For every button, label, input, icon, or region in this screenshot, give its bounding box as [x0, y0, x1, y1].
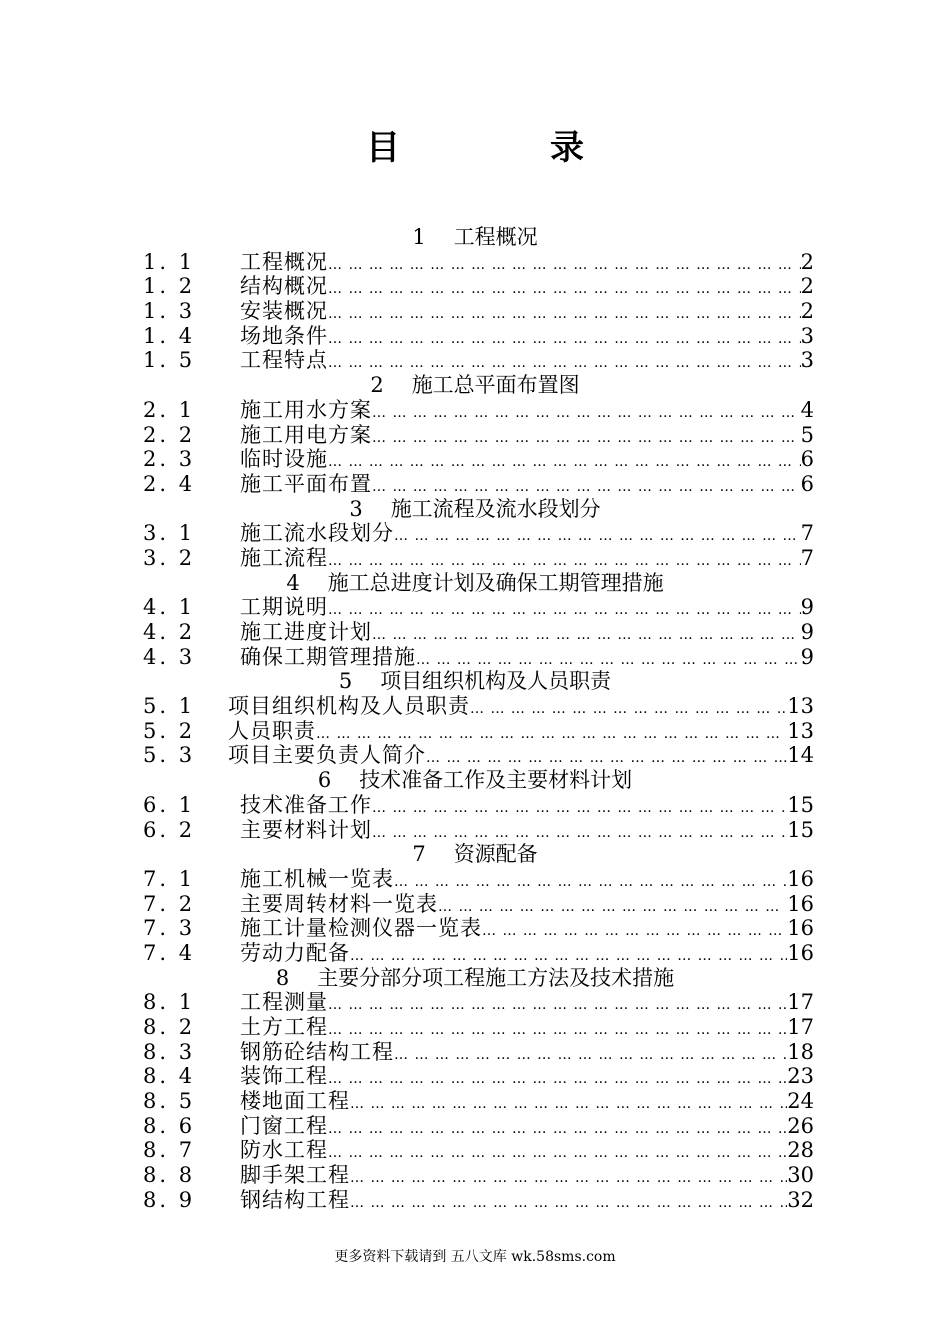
entry-body: [228, 743, 814, 771]
entry-title: 场地条件: [240, 323, 328, 348]
entry-body: [240, 1114, 814, 1142]
toc-section-heading[interactable]: [0, 842, 950, 867]
page-title: 目 录: [366, 128, 642, 168]
entry-number: 8. 9: [143, 1187, 196, 1212]
entry-page-number: 2: [800, 274, 814, 299]
entry-page-number: 6: [800, 471, 814, 496]
section-number: 7: [412, 842, 426, 867]
entry-body: [240, 793, 814, 821]
entry-page-number: 26: [787, 1113, 814, 1138]
entry-page-number: 15: [787, 792, 814, 817]
entry-page-number: 15: [787, 817, 814, 842]
toc-entry[interactable]: [0, 645, 950, 670]
toc-section-heading[interactable]: [0, 669, 950, 694]
entry-title: 劳动力配备: [240, 940, 350, 965]
entry-body: [240, 1015, 814, 1043]
toc-entry[interactable]: [0, 595, 950, 620]
toc-entry[interactable]: [0, 546, 950, 571]
entry-body: [228, 694, 814, 722]
entry-body: [240, 595, 814, 623]
entry-number: 7. 2: [143, 891, 196, 916]
section-number: 2: [370, 373, 384, 398]
entry-title: 施工进度计划: [240, 620, 372, 644]
toc-entry[interactable]: [0, 1163, 950, 1188]
toc-entry[interactable]: [0, 941, 950, 966]
entry-number: 5. 1: [143, 694, 196, 719]
entry-title: 钢筋砼结构工程: [240, 1039, 394, 1064]
toc-entry[interactable]: [0, 916, 950, 941]
entry-title: 安装概况: [240, 299, 328, 324]
section-number: 4: [286, 570, 300, 595]
entry-title: 施工用水方案: [240, 397, 372, 422]
entry-title: 防水工程: [240, 1138, 328, 1163]
entry-page-number: 28: [787, 1138, 814, 1163]
entry-number: 4. 3: [143, 644, 196, 669]
entry-page-number: 30: [787, 1163, 814, 1188]
entry-body: [240, 274, 814, 302]
entry-page-number: 7: [800, 545, 814, 570]
toc-entry[interactable]: [0, 423, 950, 448]
entry-title: 项目主要负责人简介: [228, 743, 426, 768]
entry-title: 施工计量检测仪器一览表: [240, 916, 482, 941]
entry-page-number: 3: [800, 348, 814, 373]
entry-title: 装饰工程: [240, 1064, 328, 1089]
section-number: 1: [412, 225, 426, 249]
section-number: 6: [317, 768, 332, 793]
entry-body: [240, 447, 814, 475]
toc-section-heading[interactable]: [0, 571, 950, 596]
entry-page-number: 16: [787, 916, 814, 941]
entry-body: [240, 1163, 814, 1191]
toc-entry[interactable]: [0, 1015, 950, 1040]
toc-entry[interactable]: [0, 1064, 950, 1089]
entry-title: 土方工程: [240, 1015, 328, 1039]
entry-page-number: 17: [787, 1015, 814, 1039]
toc-section-heading[interactable]: [0, 373, 950, 398]
toc-entry[interactable]: [0, 694, 950, 719]
toc-entry[interactable]: [0, 299, 950, 324]
entry-number: 8. 1: [143, 990, 196, 1015]
entry-number: 8. 7: [143, 1138, 196, 1163]
entry-body: [240, 250, 814, 278]
section-number: 3: [349, 496, 363, 521]
entry-number: 8. 4: [143, 1064, 196, 1089]
entry-title: 工程测量: [240, 990, 328, 1015]
entry-title: 施工流水段划分: [240, 521, 394, 546]
entry-number: 4. 1: [143, 595, 196, 620]
entry-number: 1. 4: [143, 323, 196, 348]
entry-title: 技术准备工作: [240, 792, 372, 817]
section-title: 主要分部分项工程施工方法及技术措施: [317, 965, 675, 990]
section-number: 5: [338, 669, 353, 694]
entry-body: [240, 916, 814, 944]
entry-number: 8. 8: [143, 1163, 196, 1188]
entry-body: [240, 818, 814, 846]
entry-number: 2. 1: [143, 397, 196, 422]
toc-entry[interactable]: [0, 892, 950, 917]
entry-body: [240, 1064, 814, 1092]
toc-entry[interactable]: [0, 793, 950, 818]
entry-body: [240, 348, 814, 376]
section-title: 工程概况: [453, 225, 538, 249]
entry-number: 2. 3: [143, 447, 196, 472]
entry-number: 3. 2: [143, 545, 196, 570]
entry-page-number: 16: [787, 891, 814, 916]
entry-page-number: 4: [800, 397, 814, 422]
section-title: 技术准备工作及主要材料计划: [359, 768, 633, 793]
entry-title: 楼地面工程: [240, 1089, 350, 1114]
entry-page-number: 3: [800, 323, 814, 348]
entry-number: 5. 2: [143, 718, 196, 743]
entry-title: 临时设施: [240, 447, 328, 472]
entry-body: [228, 719, 814, 747]
entry-title: 施工平面布置: [240, 471, 372, 496]
entry-number: 2. 2: [143, 422, 196, 447]
entry-title: 人员职责: [228, 718, 316, 743]
toc-entry[interactable]: [0, 398, 950, 423]
entry-page-number: 13: [787, 718, 814, 743]
toc-entry[interactable]: [0, 620, 950, 645]
toc-section-heading[interactable]: [0, 497, 950, 522]
toc-entry[interactable]: [0, 521, 950, 546]
toc-entry[interactable]: [0, 472, 950, 497]
entry-number: 1. 2: [143, 274, 196, 299]
entry-page-number: 9: [800, 620, 814, 644]
toc-entry[interactable]: [0, 719, 950, 744]
toc-entry[interactable]: [0, 867, 950, 892]
toc-entry[interactable]: [0, 447, 950, 472]
toc-entry[interactable]: [0, 1040, 950, 1065]
table-of-contents: [0, 225, 950, 1213]
toc-entry[interactable]: [0, 990, 950, 1015]
toc-section-heading[interactable]: [0, 966, 950, 991]
entry-page-number: 13: [787, 694, 814, 719]
entry-title: 工期说明: [240, 595, 328, 620]
section-number: 8: [275, 965, 290, 990]
entry-body: [240, 1188, 814, 1216]
entry-body: [240, 645, 814, 673]
toc-entry[interactable]: [0, 1089, 950, 1114]
entry-page-number: 7: [800, 521, 814, 546]
entry-title: 门窗工程: [240, 1113, 328, 1138]
entry-body: [240, 1040, 814, 1068]
entry-title: 结构概况: [240, 274, 328, 299]
entry-number: 3. 1: [143, 521, 196, 546]
dot-leader: [350, 1191, 787, 1216]
entry-title: 主要周转材料一览表: [240, 891, 438, 916]
entry-page-number: 16: [787, 940, 814, 965]
entry-page-number: 16: [787, 866, 814, 891]
entry-body: [240, 1138, 814, 1166]
entry-title: 脚手架工程: [240, 1163, 350, 1188]
entry-title: 确保工期管理措施: [240, 644, 416, 669]
entry-body: [240, 546, 814, 574]
entry-page-number: 32: [787, 1187, 814, 1212]
entry-number: 8. 3: [143, 1039, 196, 1064]
entry-number: 1. 1: [143, 249, 196, 274]
toc-entry[interactable]: [0, 1138, 950, 1163]
toc-section-heading[interactable]: [0, 225, 950, 250]
entry-body: [240, 620, 814, 648]
entry-page-number: 5: [800, 422, 814, 447]
entry-title: 工程特点: [240, 348, 328, 373]
entry-title: 项目组织机构及人员职责: [228, 694, 470, 719]
entry-body: [240, 299, 814, 327]
entry-page-number: 14: [787, 743, 814, 768]
entry-number: 2. 4: [143, 471, 196, 496]
entry-number: 7. 3: [143, 916, 196, 941]
footer-text: 更多资料下载请到 五八文库 wk.58sms.com: [334, 1249, 616, 1265]
toc-entry[interactable]: [0, 818, 950, 843]
entry-number: 8. 2: [143, 1015, 196, 1039]
entry-page-number: 2: [800, 249, 814, 274]
entry-body: [240, 892, 814, 920]
entry-number: 6. 1: [143, 792, 196, 817]
entry-title: 钢结构工程: [240, 1187, 350, 1212]
entry-number: 4. 2: [143, 620, 196, 644]
entry-body: [240, 398, 814, 426]
entry-page-number: 9: [800, 644, 814, 669]
entry-number: 8. 5: [143, 1089, 196, 1114]
entry-page-number: 24: [787, 1089, 814, 1114]
entry-body: [240, 867, 814, 895]
entry-number: 7. 1: [143, 866, 196, 891]
section-title: 资源配备: [453, 842, 538, 867]
section-title: 项目组织机构及人员职责: [380, 669, 612, 694]
entry-body: [240, 941, 814, 969]
toc-entry[interactable]: [0, 250, 950, 275]
entry-page-number: 18: [787, 1039, 814, 1064]
toc-entry[interactable]: [0, 324, 950, 349]
entry-title: 施工用电方案: [240, 422, 372, 447]
entry-page-number: 23: [787, 1064, 814, 1089]
entry-title: 工程概况: [240, 249, 328, 274]
toc-entry[interactable]: [0, 274, 950, 299]
entry-number: 6. 2: [143, 817, 196, 842]
entry-number: 5. 3: [143, 743, 196, 768]
entry-body: [240, 324, 814, 352]
section-title: 施工流程及流水段划分: [390, 496, 601, 521]
toc-entry[interactable]: [0, 1114, 950, 1139]
entry-number: 8. 6: [143, 1113, 196, 1138]
entry-title: 施工机械一览表: [240, 866, 394, 891]
toc-section-heading[interactable]: [0, 768, 950, 793]
entry-number: 1. 3: [143, 299, 196, 324]
entry-body: [240, 990, 814, 1018]
entry-page-number: 2: [800, 299, 814, 324]
entry-number: 7. 4: [143, 940, 196, 965]
entry-body: [240, 1089, 814, 1117]
entry-title: 施工流程: [240, 545, 328, 570]
entry-title: 主要材料计划: [240, 817, 372, 842]
entry-body: [240, 521, 814, 549]
entry-page-number: 17: [787, 990, 814, 1015]
entry-page-number: 6: [800, 447, 814, 472]
section-title: 施工总平面布置图: [411, 373, 580, 398]
toc-entry[interactable]: [0, 1188, 950, 1213]
toc-entry[interactable]: [0, 348, 950, 373]
entry-body: [240, 423, 814, 451]
entry-page-number: 9: [800, 595, 814, 620]
section-title: 施工总进度计划及确保工期管理措施: [327, 570, 664, 595]
toc-entry[interactable]: [0, 743, 950, 768]
entry-body: [240, 472, 814, 500]
entry-number: 1. 5: [143, 348, 196, 373]
